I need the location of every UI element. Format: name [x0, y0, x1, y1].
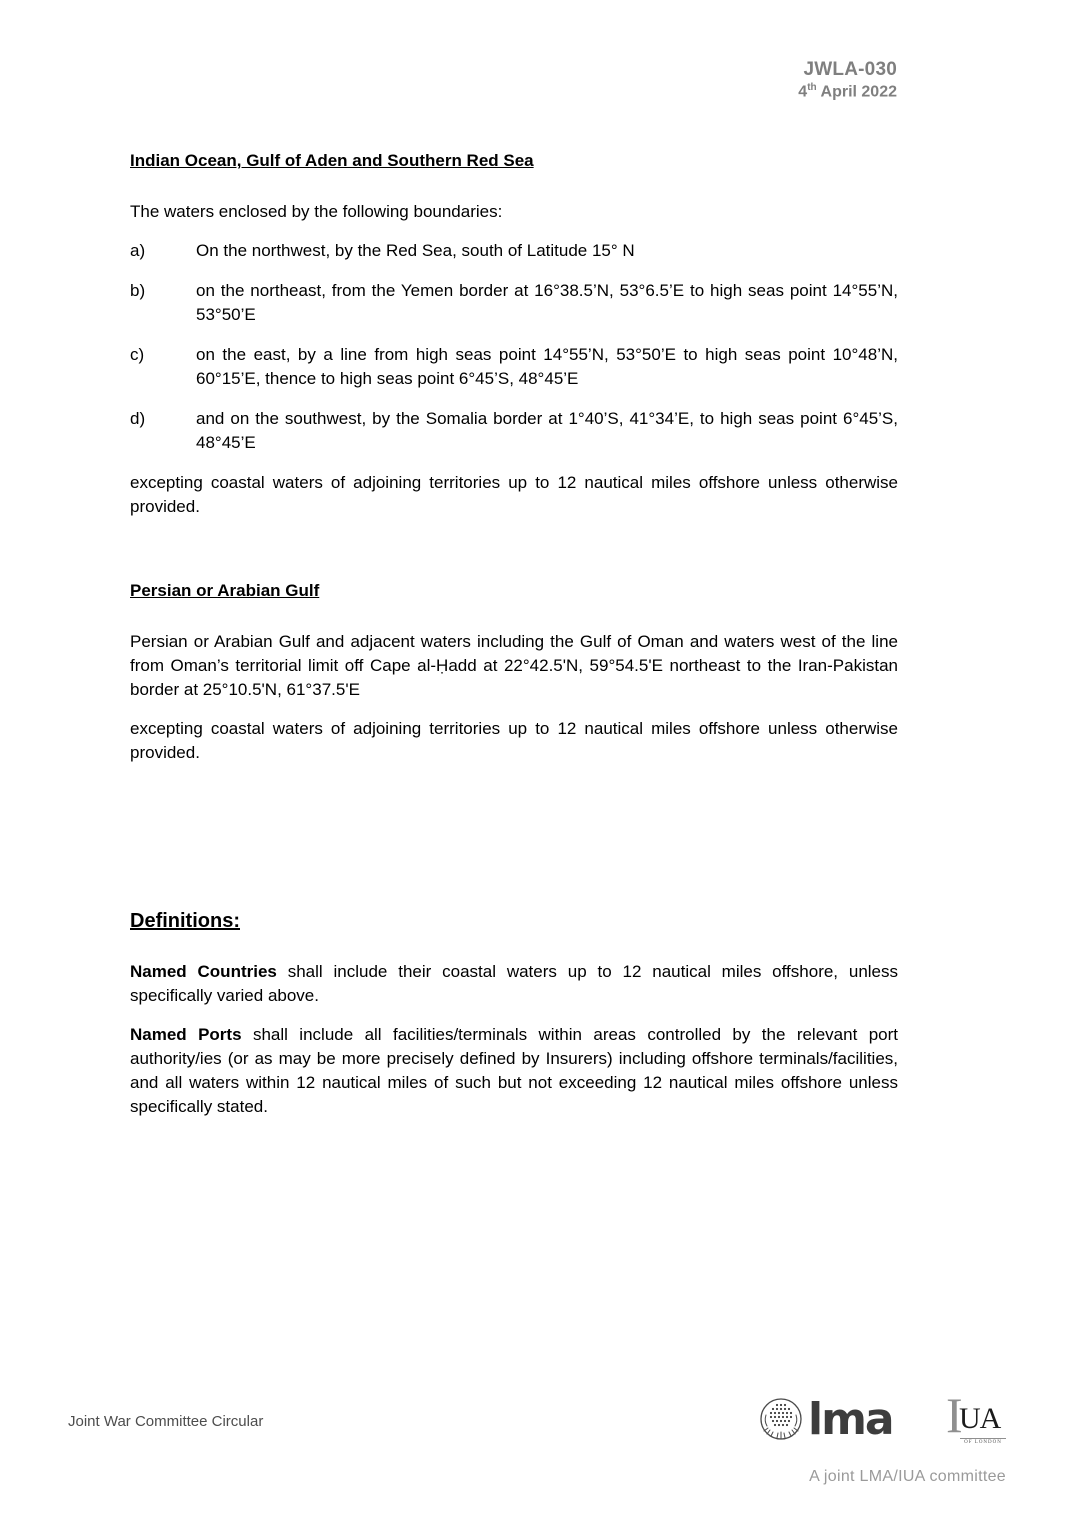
document-header — [798, 58, 897, 102]
heading-persian-gulf: Persian or Arabian Gulf — [130, 581, 320, 600]
list-text-c: on the east, by a line from high seas point 14°55’N, 53°50’E to high seas point 10°48’N, 60°15’E, thence to high seas point 6°45’S, 48°45’E — [196, 345, 898, 388]
exception-paragraph-persian-gulf: excepting coastal waters of adjoining territories up to 12 nautical miles offshore unless otherwise provided. — [130, 719, 898, 762]
logos-row — [758, 1387, 1008, 1450]
list-item-c — [130, 343, 898, 391]
definition-term-named-countries: Named Countries — [130, 962, 277, 981]
section-spacer — [130, 534, 898, 580]
list-label-a: a) — [130, 241, 146, 260]
exception-paragraph-indian-ocean: excepting coastal waters of adjoining territories up to 12 nautical miles offshore unless otherwise provided. — [130, 473, 898, 516]
document-body — [130, 150, 898, 1134]
iua-letter-i: I — [946, 1387, 963, 1443]
list-item-a — [130, 239, 898, 263]
iua-logo — [946, 1387, 1008, 1450]
definition-text-named-ports: shall include all facilities/terminals within areas controlled by the relevant port authority/ies (or as may be more precisely defined by Insurers) including offshore terminals/facilities, and all waters within 12 nautical miles of such but not exceeding 12 nautical miles offshore unless specifically stated. — [130, 1025, 898, 1116]
lma-logo-text: lma — [808, 1394, 893, 1445]
intro-paragraph: The waters enclosed by the following boundaries: — [130, 202, 503, 221]
date-ordinal: th — [807, 81, 817, 93]
definition-text-named-countries: shall include their coastal waters up to 12 nautical miles offshore, unless specifically varied above. — [130, 962, 899, 1005]
committee-note: A joint LMA/IUA committee — [809, 1468, 1006, 1485]
iua-subtext: OF LONDON — [960, 1438, 1006, 1445]
list-label-d: d) — [130, 409, 146, 428]
document-id: JWLA-030 — [803, 59, 897, 80]
date-rest: April 2022 — [820, 83, 897, 101]
footer-label: Joint War Committee Circular — [68, 1413, 264, 1430]
list-item-d — [130, 407, 898, 455]
lma-logo — [758, 1396, 893, 1444]
definition-named-ports — [130, 1023, 898, 1119]
list-label-b: b) — [130, 281, 146, 300]
persian-gulf-paragraph: Persian or Arabian Gulf and adjacent waters including the Gulf of Oman and waters west of the line from Oman’s territorial limit off Cape al-Ḥadd at 22°42.5'N, 59°54.5'E northeast to the Iran-Pakistan border at 25°10.5'N, 61°37.5'E — [130, 632, 898, 699]
globe-hands-icon — [758, 1396, 804, 1444]
iua-letters-ua: UA — [959, 1402, 1001, 1435]
list-text-d: and on the southwest, by the Somalia border at 1°40’S, 41°34’E, to high seas point 6°45’S, 48°45’E — [196, 409, 898, 452]
list-label-c: c) — [130, 345, 145, 364]
heading-indian-ocean: Indian Ocean, Gulf of Aden and Southern Red Sea — [130, 151, 534, 170]
list-item-b — [130, 279, 898, 327]
date-day: 4 — [798, 83, 808, 101]
list-text-a: On the northwest, by the Red Sea, south of Latitude 15° N — [196, 241, 635, 260]
document-date — [798, 82, 897, 102]
heading-definitions: Definitions: — [130, 910, 240, 932]
footer-logos-block — [758, 1387, 1008, 1486]
definitions-spacer — [130, 780, 898, 908]
definition-term-named-ports: Named Ports — [130, 1025, 242, 1044]
definition-named-countries — [130, 960, 898, 1008]
list-text-b: on the northeast, from the Yemen border at 16°38.5’N, 53°6.5’E to high seas point 14°55’N, 53°50’E — [196, 281, 898, 324]
